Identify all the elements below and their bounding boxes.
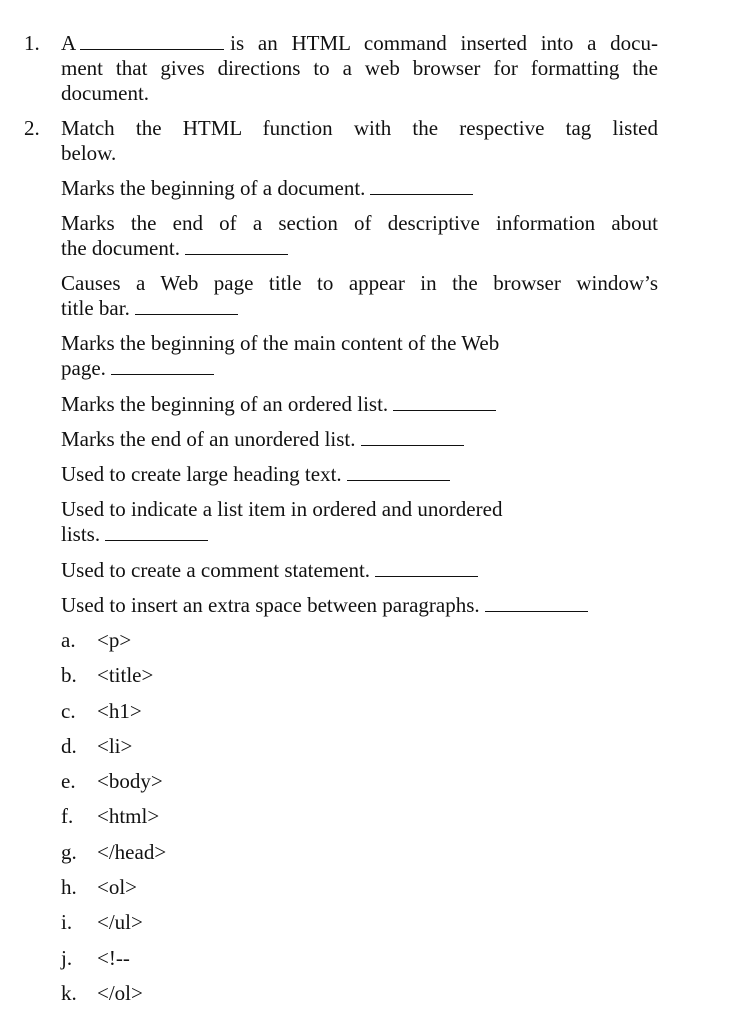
option-tag: </head> <box>97 840 167 864</box>
option-item <box>61 804 159 829</box>
answer-blank[interactable] <box>135 297 238 315</box>
option-tag: </ol> <box>97 981 143 1005</box>
option-letter: a. <box>61 628 76 652</box>
question-1-line-3: document. <box>61 81 150 105</box>
matching-item <box>61 593 658 618</box>
question-1-number: 1. <box>24 31 40 55</box>
option-item <box>61 699 142 724</box>
answer-blank-1[interactable] <box>80 32 224 50</box>
question-2-number: 2. <box>24 116 40 140</box>
matching-item-line: Used to insert an extra space between paragraphs. <box>61 593 480 617</box>
matching-item <box>61 176 658 201</box>
option-tag: <!-- <box>97 946 130 970</box>
matching-item-line: page. <box>61 356 106 380</box>
answer-blank[interactable] <box>111 357 214 375</box>
option-item <box>61 910 143 935</box>
matching-item <box>61 427 658 452</box>
answer-blank[interactable] <box>375 559 478 577</box>
option-tag: <title> <box>97 663 154 687</box>
option-tag: <body> <box>97 769 163 793</box>
option-tag: <h1> <box>97 699 142 723</box>
matching-item <box>61 497 658 547</box>
option-tag: <li> <box>97 734 133 758</box>
question-1-line-2: ment that gives directions to a web browser for formatting the <box>61 56 658 80</box>
option-letter: d. <box>61 734 77 758</box>
question-1-text <box>61 31 658 106</box>
matching-item <box>61 558 658 583</box>
option-letter: j. <box>61 946 73 970</box>
option-tag: <p> <box>97 628 132 652</box>
question-2-prompt-line-1: Match the HTML function with the respective tag listed <box>61 116 658 140</box>
answer-blank[interactable] <box>361 428 464 446</box>
matching-item-line: title bar. <box>61 296 130 320</box>
option-letter: g. <box>61 840 77 864</box>
answer-blank[interactable] <box>370 177 473 195</box>
option-item <box>61 769 163 794</box>
option-item <box>61 875 137 900</box>
matching-item-line: Used to indicate a list item in ordered and unordered <box>61 497 503 521</box>
option-item <box>61 946 130 971</box>
option-item <box>61 734 132 759</box>
option-letter: e. <box>61 769 76 793</box>
question-1-line-1 <box>61 31 658 56</box>
option-item <box>61 663 153 688</box>
matching-item-line: Used to create large heading text. <box>61 462 342 486</box>
matching-item-line: Marks the end of an unordered list. <box>61 427 356 451</box>
matching-item <box>61 211 658 261</box>
option-item <box>61 840 166 865</box>
answer-blank[interactable] <box>485 594 588 612</box>
matching-item-line: the document. <box>61 236 180 260</box>
option-letter: h. <box>61 875 77 899</box>
matching-item <box>61 462 658 487</box>
matching-item-line: Causes a Web page title to appear in the browser window’s <box>61 271 658 295</box>
option-letter: c. <box>61 699 76 723</box>
option-letter: k. <box>61 981 77 1005</box>
matching-item-line: Used to create a comment statement. <box>61 558 371 582</box>
option-item <box>61 981 143 1006</box>
answer-blank[interactable] <box>185 237 288 255</box>
option-letter: f. <box>61 804 74 828</box>
matching-item <box>61 331 658 381</box>
option-tag: <html> <box>97 804 160 828</box>
matching-item-line: Marks the end of a section of descriptive information about <box>61 211 658 235</box>
question-1-line-1-start: A <box>61 31 77 55</box>
matching-item-line: Marks the beginning of the main content of the Web <box>61 331 500 355</box>
matching-item-line: lists. <box>61 522 101 546</box>
matching-item-line: Marks the beginning of a document. <box>61 176 366 200</box>
answer-blank[interactable] <box>105 523 208 541</box>
matching-item <box>61 392 658 417</box>
option-item <box>61 628 131 653</box>
question-1-line-1-end: is an HTML command inserted into a docu- <box>230 31 658 55</box>
option-tag: </ul> <box>97 910 143 934</box>
answer-blank[interactable] <box>393 393 496 411</box>
matching-item <box>61 271 658 321</box>
option-letter: b. <box>61 663 77 687</box>
matching-item-line: Marks the beginning of an ordered list. <box>61 392 389 416</box>
answer-blank[interactable] <box>347 463 450 481</box>
question-2-prompt <box>61 116 658 166</box>
option-letter: i. <box>61 910 73 934</box>
option-tag: <ol> <box>97 875 138 899</box>
question-2-prompt-line-2: below. <box>61 141 117 165</box>
